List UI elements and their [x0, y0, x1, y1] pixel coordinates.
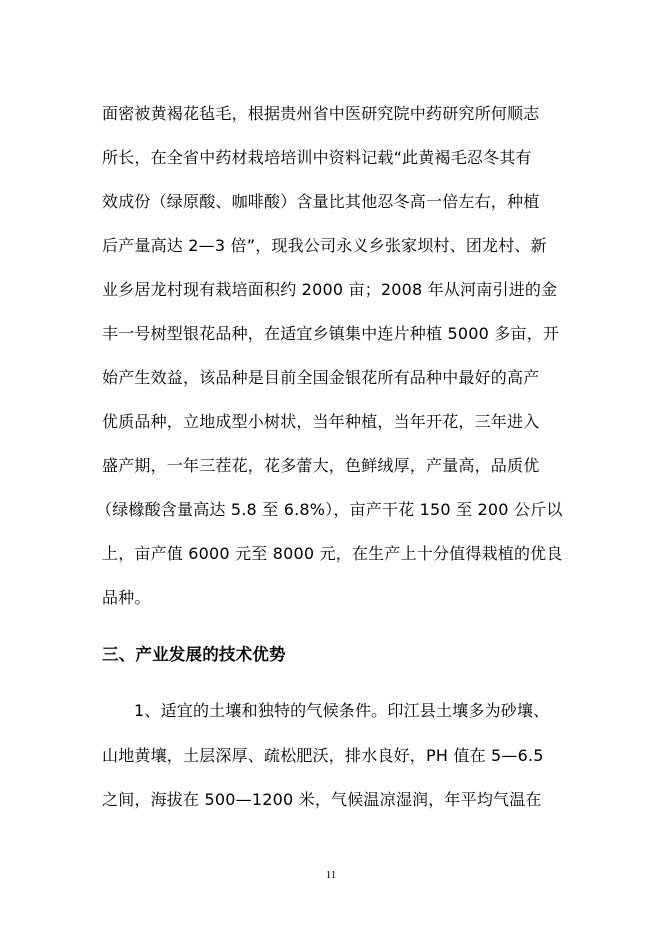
paragraph-line: 后产量高达 2—3 倍”，现我公司永义乡张家坝村、团龙村、新	[102, 236, 547, 255]
paragraph-line: 始产生效益，该品种是目前全国金银花所有品种中最好的高产	[102, 368, 540, 387]
paragraph-line: 1、适宜的土壤和独特的气候条件。印江县土壤多为砂壤、	[134, 701, 550, 720]
paragraph-line: 面密被黄褐花毡毛，根据贵州省中医研究院中药研究所何顺志	[102, 104, 540, 123]
section-heading: 三、产业发展的技术优势	[102, 645, 286, 664]
paragraph-line: 上，亩产值 6000 元至 8000 元，在生产上十分值得栽植的优良	[102, 544, 563, 563]
page-number: 11	[325, 869, 337, 881]
paragraph-line: 之间，海拔在 500—1200 米，气候温凉湿润，年平均气温在	[102, 790, 542, 809]
paragraph-line: 盛产期，一年三茬花，花多蕾大，色鲜绒厚，产量高，品质优	[102, 456, 540, 475]
paragraph-line: 山地黄壤，土层深厚、疏松肥沃，排水良好，PH 值在 5—6.5	[102, 746, 544, 765]
paragraph-line: 所长，在全省中药材栽培培训中资料记载“此黄褐毛忍冬其有	[102, 148, 532, 167]
paragraph-line: 丰一号树型银花品种，在适宜乡镇集中连片种植 5000 多亩，开	[102, 324, 560, 343]
paragraph-line: （绿橼酸含量高达 5.8 至 6.8%），亩产干花 150 至 200 公斤以	[96, 500, 563, 519]
paragraph-line: 优质品种，立地成型小树状，当年种植，当年开花，三年进入	[102, 412, 540, 431]
paragraph-line: 效成份（绿原酸、咖啡酸）含量比其他忍冬高一倍左右，种植	[102, 192, 540, 211]
paragraph-line: 品种。	[102, 588, 151, 607]
paragraph-line: 业乡居龙村现有栽培面积约 2000 亩；2008 年从河南引进的金	[102, 280, 558, 299]
